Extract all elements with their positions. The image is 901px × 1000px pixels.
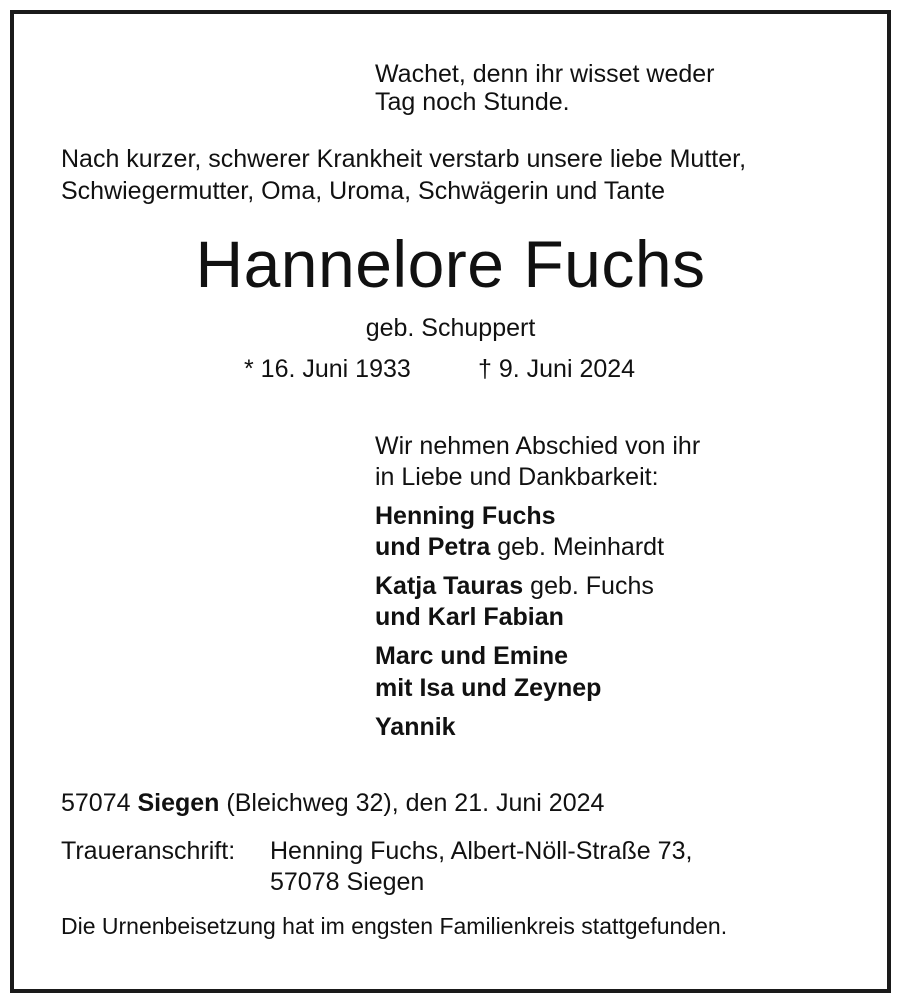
birth-date: * 16. Juni 1933 bbox=[244, 355, 411, 383]
place-date bbox=[61, 788, 604, 819]
place-city: Siegen bbox=[137, 789, 220, 817]
mourner-henning: Henning Fuchs bbox=[375, 502, 556, 530]
mourner-isa-zeynep: mit Isa und Zeynep bbox=[375, 674, 602, 702]
farewell-line-2: in Liebe und Dankbarkeit: bbox=[375, 463, 659, 491]
mourner-katja-name: Katja Tauras bbox=[375, 572, 524, 600]
mourner-karl: und Karl Fabian bbox=[375, 603, 564, 631]
mourner-yannik: Yannik bbox=[375, 713, 456, 741]
address-label: Traueranschrift: bbox=[61, 837, 236, 865]
place-rest: (Bleichweg 32), den 21. Juni 2024 bbox=[219, 789, 605, 817]
address-line-1: Henning Fuchs, Albert-Nöll-Straße 73, bbox=[270, 837, 693, 865]
mourner-marc-emine: Marc und Emine bbox=[375, 642, 569, 670]
death-date: † 9. Juni 2024 bbox=[478, 355, 636, 383]
intro-line-1: Nach kurzer, schwerer Krankheit verstarb unsere liebe Mutter, bbox=[61, 145, 747, 173]
place-zip: 57074 bbox=[61, 789, 138, 817]
maiden-name: geb. Schuppert bbox=[365, 314, 536, 342]
mourner-petra-maiden: geb. Meinhardt bbox=[490, 533, 665, 561]
motto-line-2: Tag noch Stunde. bbox=[375, 88, 570, 116]
deceased-name: Hannelore Fuchs bbox=[195, 227, 706, 301]
mourner-katja bbox=[375, 571, 654, 602]
burial-note: Die Urnenbeisetzung hat im engsten Familienkreis stattgefunden. bbox=[61, 913, 728, 939]
mourner-katja-maiden: geb. Fuchs bbox=[523, 572, 654, 600]
mourner-petra-name: und Petra bbox=[375, 533, 491, 561]
mourner-petra bbox=[375, 532, 664, 563]
farewell-line-1: Wir nehmen Abschied von ihr bbox=[375, 432, 701, 460]
intro-line-2: Schwiegermutter, Oma, Uroma, Schwägerin und Tante bbox=[61, 177, 665, 205]
motto-line-1: Wachet, denn ihr wisset weder bbox=[375, 60, 715, 88]
address-line-2: 57078 Siegen bbox=[270, 868, 425, 896]
